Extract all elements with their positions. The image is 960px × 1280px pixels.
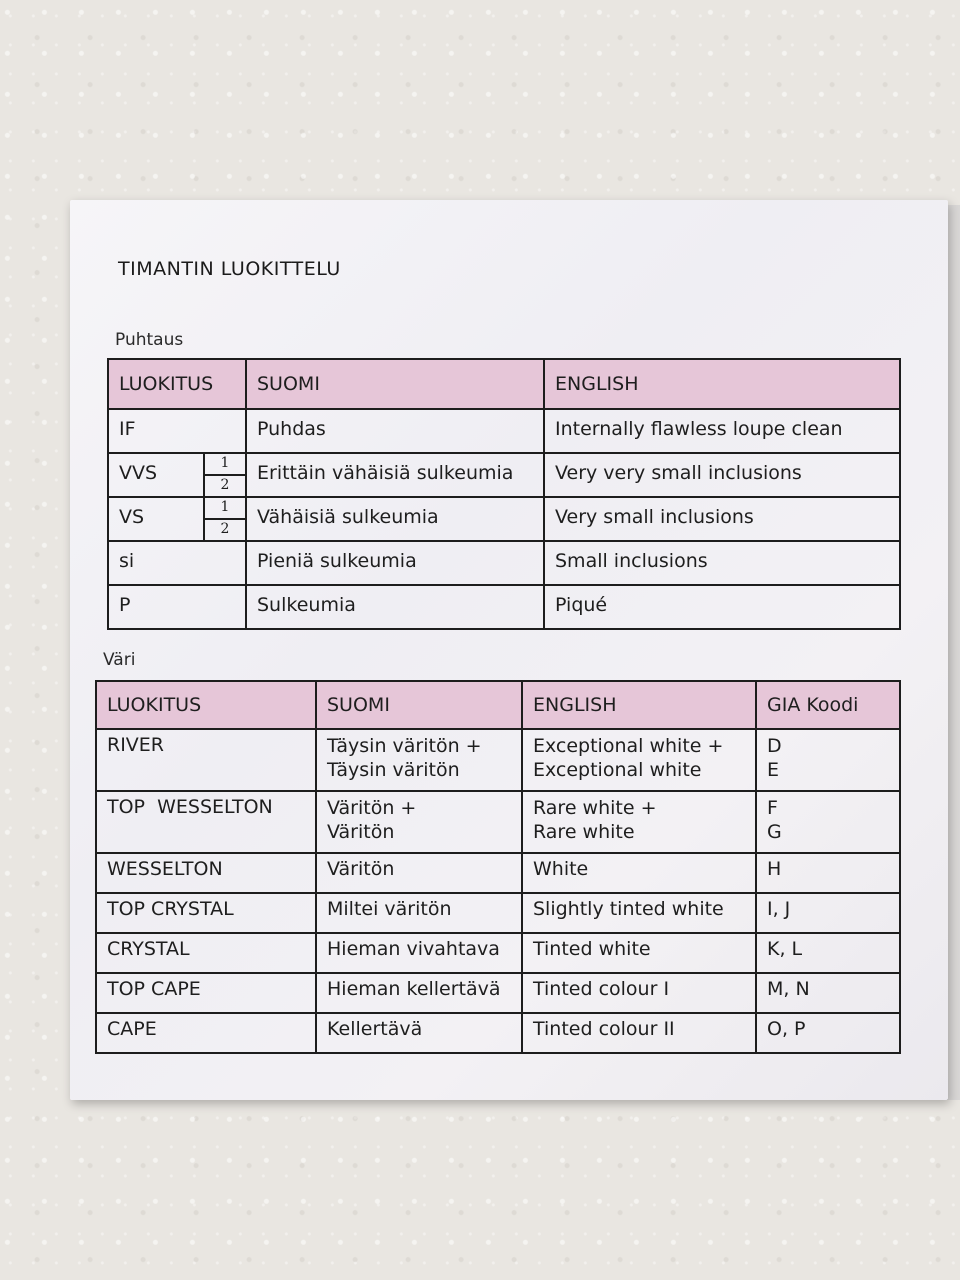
color-table [95,680,901,1054]
finnish-cell: Erittäin vähäisiä sulkeumia [246,453,544,497]
english-line: Rare white + [533,797,657,819]
table-row [96,893,900,933]
finnish-line: Väritön [327,821,395,843]
diamond-grading-card [70,200,948,1100]
english-cell: Tinted colour I [522,973,756,1013]
table-row [108,497,900,541]
table-row [96,729,900,791]
finnish-cell: Pieniä sulkeumia [246,541,544,585]
grade-cell: TOP CAPE [96,973,316,1013]
gia-code: G [767,821,782,843]
grade-cell: si [108,541,246,585]
color-header-gia: GIA Koodi [756,681,900,729]
finnish-cell: Hieman vivahtava [316,933,522,973]
gia-code: F [767,797,778,819]
card-title: TIMANTIN LUOKITTELU [118,258,341,280]
subgrade-bottom: 2 [220,521,230,537]
english-cell [522,729,756,791]
finnish-cell: Puhdas [246,409,544,453]
grade-cell: CRYSTAL [96,933,316,973]
finnish-cell: Vähäisiä sulkeumia [246,497,544,541]
grade-cell: TOP CRYSTAL [96,893,316,933]
english-line: Exceptional white + [533,735,724,757]
grade-name: VS [119,506,145,528]
clarity-section-label: Puhtaus [115,330,184,350]
finnish-line: Väritön + [327,797,417,819]
english-cell: Small inclusions [544,541,900,585]
gia-cell: H [756,853,900,893]
table-row [108,541,900,585]
color-header-row [96,681,900,729]
finnish-cell: Kellertävä [316,1013,522,1053]
english-cell: Very very small inclusions [544,453,900,497]
grade-cell: WESSELTON [96,853,316,893]
english-line: Rare white [533,821,635,843]
table-row [96,973,900,1013]
english-cell: Tinted white [522,933,756,973]
english-cell: White [522,853,756,893]
english-cell: Piqué [544,585,900,629]
finnish-line: Täysin väritön + [327,735,482,757]
table-row [96,853,900,893]
english-cell: Internally flawless loupe clean [544,409,900,453]
grade-cell: CAPE [96,1013,316,1053]
gia-cell [756,791,900,853]
gia-cell: I, J [756,893,900,933]
color-header-fi: SUOMI [316,681,522,729]
grade-cell [108,453,246,497]
subgrade-top: 1 [205,498,245,520]
gia-cell: M, N [756,973,900,1013]
grade-cell: TOP WESSELTON [96,791,316,853]
grade-name: VVS [119,462,158,484]
gia-cell: K, L [756,933,900,973]
english-cell: Slightly tinted white [522,893,756,933]
gia-cell [756,729,900,791]
table-row [108,453,900,497]
clarity-table [107,358,901,630]
gia-cell: O, P [756,1013,900,1053]
gia-code: D [767,735,782,757]
table-row [108,409,900,453]
table-row [96,933,900,973]
gia-code: E [767,759,780,781]
color-header-en: ENGLISH [522,681,756,729]
table-row [96,1013,900,1053]
finnish-cell: Hieman kellertävä [316,973,522,1013]
table-row [96,791,900,853]
english-cell: Very small inclusions [544,497,900,541]
english-cell [522,791,756,853]
finnish-cell: Väritön [316,853,522,893]
finnish-line: Täysin väritön [327,759,460,781]
adjacent-card-edge [946,205,960,1100]
clarity-header-grade: LUOKITUS [108,359,246,409]
finnish-cell [316,729,522,791]
finnish-cell: Miltei väritön [316,893,522,933]
clarity-header-fi: SUOMI [246,359,544,409]
grade-cell: RIVER [96,729,316,791]
subgrade-top: 1 [205,454,245,476]
clarity-header-en: ENGLISH [544,359,900,409]
english-cell: Tinted colour II [522,1013,756,1053]
table-row [108,585,900,629]
finnish-cell [316,791,522,853]
grade-cell: P [108,585,246,629]
finnish-cell: Sulkeumia [246,585,544,629]
clarity-header-row [108,359,900,409]
color-section-label: Väri [103,650,136,670]
grade-subdivision [203,498,245,540]
grade-cell: IF [108,409,246,453]
subgrade-bottom: 2 [220,477,230,493]
grade-subdivision [203,454,245,496]
color-header-grade: LUOKITUS [96,681,316,729]
english-line: Exceptional white [533,759,702,781]
grade-cell [108,497,246,541]
